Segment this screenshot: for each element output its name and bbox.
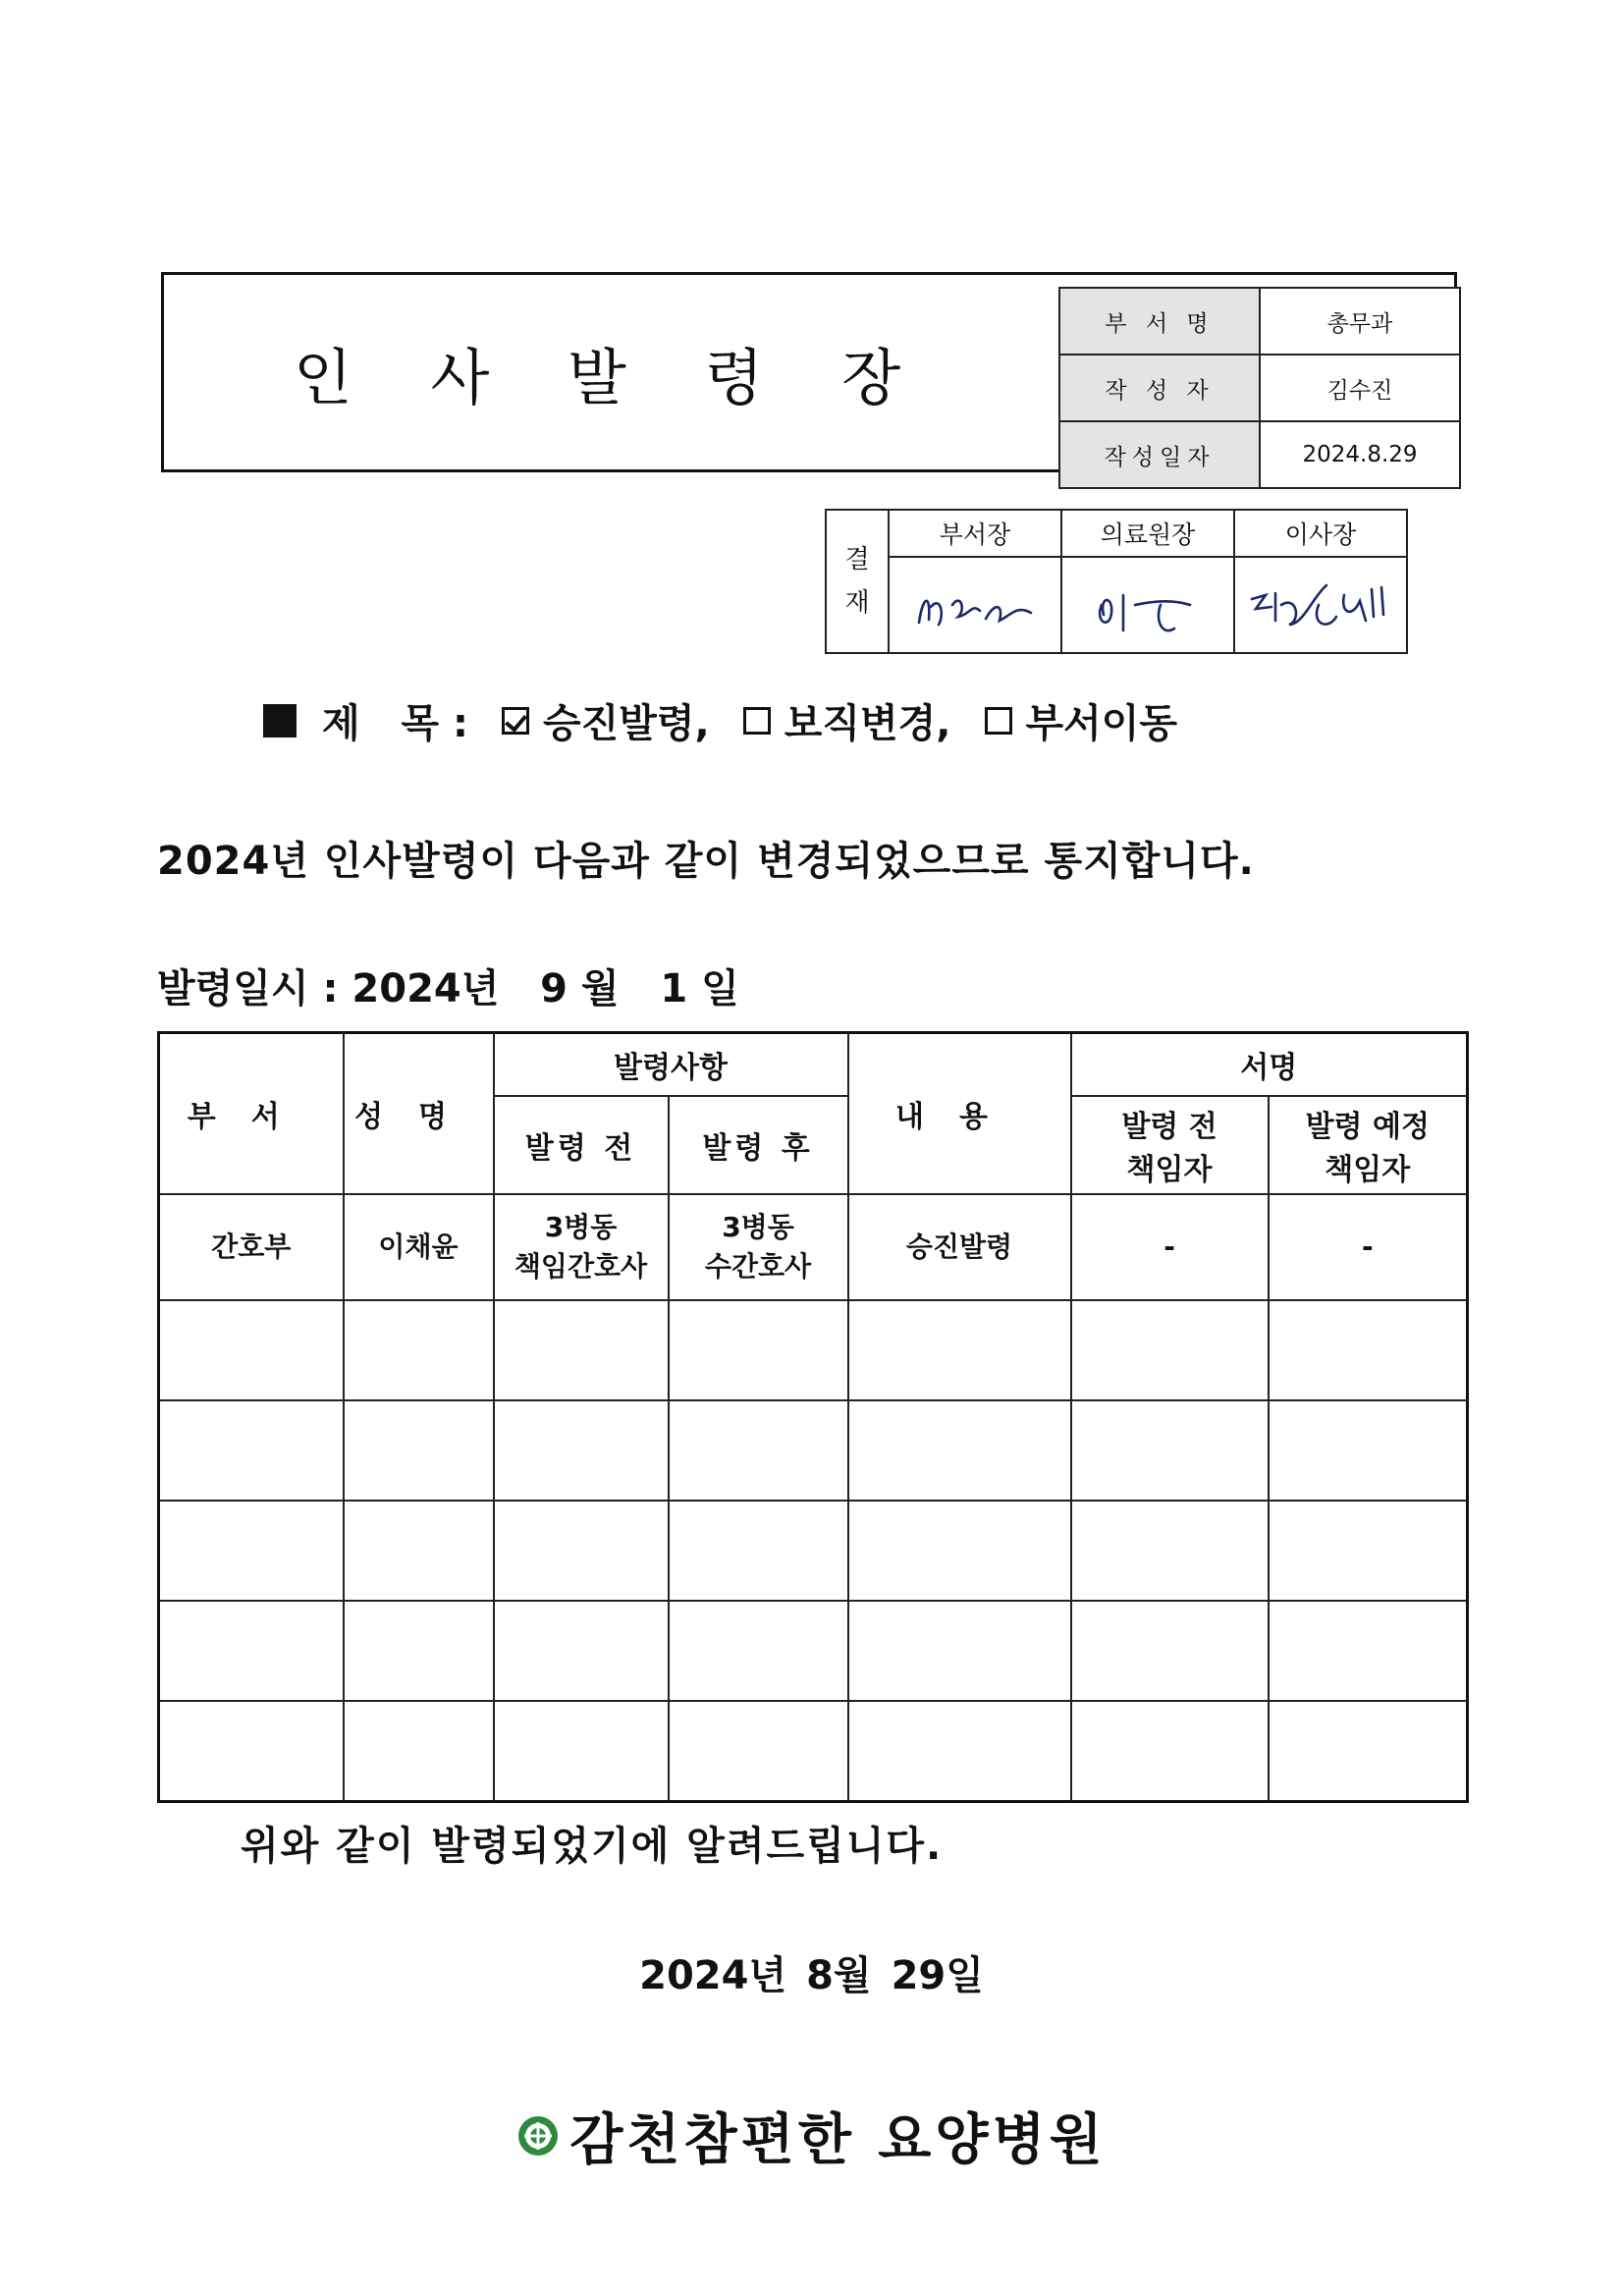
header-name: 성명 xyxy=(344,1033,494,1194)
header-signature: 서명 xyxy=(1071,1033,1468,1096)
signature-dept-head xyxy=(889,557,1061,653)
signature-chairman xyxy=(1234,557,1407,653)
role-medical-director: 의료원장 xyxy=(1061,510,1234,557)
dept-transfer-checkbox[interactable] xyxy=(985,707,1012,735)
closing-text: 위와 같이 발령되었기에 알려드립니다. xyxy=(241,1824,944,1869)
position-change-checkbox[interactable] xyxy=(743,707,771,735)
approval-table xyxy=(825,509,1408,654)
hospital-logo-icon xyxy=(516,2114,560,2158)
subject-line xyxy=(263,692,1177,748)
cell-name: 이채윤 xyxy=(344,1194,494,1300)
cell-after: 3병동 수간호사 xyxy=(669,1194,848,1300)
promotion-option-label: 승진발령, xyxy=(542,701,710,746)
cell-sig-after: - xyxy=(1269,1194,1468,1300)
appointment-table xyxy=(157,1031,1469,1803)
table-row xyxy=(159,1194,1468,1300)
date-value: 2024.8.29 xyxy=(1260,421,1460,488)
header-after: 발령 후 xyxy=(669,1096,848,1194)
table-row xyxy=(159,1501,1468,1601)
author-label: 작 성 자 xyxy=(1059,355,1260,421)
issue-date: 2024년 8월 29일 xyxy=(639,1953,984,1998)
subject-label: 제 목 : xyxy=(322,701,468,746)
promotion-checkbox[interactable] xyxy=(502,707,529,735)
header-appointment: 발령사항 xyxy=(494,1033,848,1096)
header-dept: 부서 xyxy=(159,1033,344,1194)
date-label: 작성일자 xyxy=(1059,421,1260,488)
cell-before: 3병동 책임간호사 xyxy=(494,1194,669,1300)
dept-label: 부 서 명 xyxy=(1059,288,1260,355)
header-before: 발령 전 xyxy=(494,1096,669,1194)
position-change-option-label: 보직변경, xyxy=(784,701,951,746)
header-sig-after: 발령 예정 책임자 xyxy=(1269,1096,1468,1194)
dept-transfer-option-label: 부서이동 xyxy=(1025,701,1178,746)
table-row xyxy=(159,1601,1468,1701)
effective-date: 발령일시 : 2024년 9 월 1 일 xyxy=(157,966,739,1011)
table-row xyxy=(159,1300,1468,1400)
signature-medical-director xyxy=(1061,557,1234,653)
hospital-name: 감천참편한 요양병원 xyxy=(569,2108,1107,2172)
cell-sig-before: - xyxy=(1071,1194,1269,1300)
document-meta-table xyxy=(1058,287,1461,489)
author-value: 김수진 xyxy=(1260,355,1460,421)
approval-side-label: 결 재 xyxy=(826,510,889,653)
document-title: 인 사 발 령 장 xyxy=(293,341,931,413)
bullet-square-icon xyxy=(263,704,297,738)
cell-content: 승진발령 xyxy=(848,1194,1071,1300)
table-row xyxy=(159,1400,1468,1501)
header-content: 내용 xyxy=(848,1033,1071,1194)
dept-value: 총무과 xyxy=(1260,288,1460,355)
role-chairman: 이사장 xyxy=(1234,510,1407,557)
hospital-footer xyxy=(0,2097,1623,2175)
cell-dept: 간호부 xyxy=(159,1194,344,1300)
table-row xyxy=(159,1701,1468,1802)
role-dept-head: 부서장 xyxy=(889,510,1061,557)
notice-text: 2024년 인사발령이 다음과 같이 변경되었으므로 통지합니다. xyxy=(157,839,1255,884)
header-sig-before: 발령 전 책임자 xyxy=(1071,1096,1269,1194)
